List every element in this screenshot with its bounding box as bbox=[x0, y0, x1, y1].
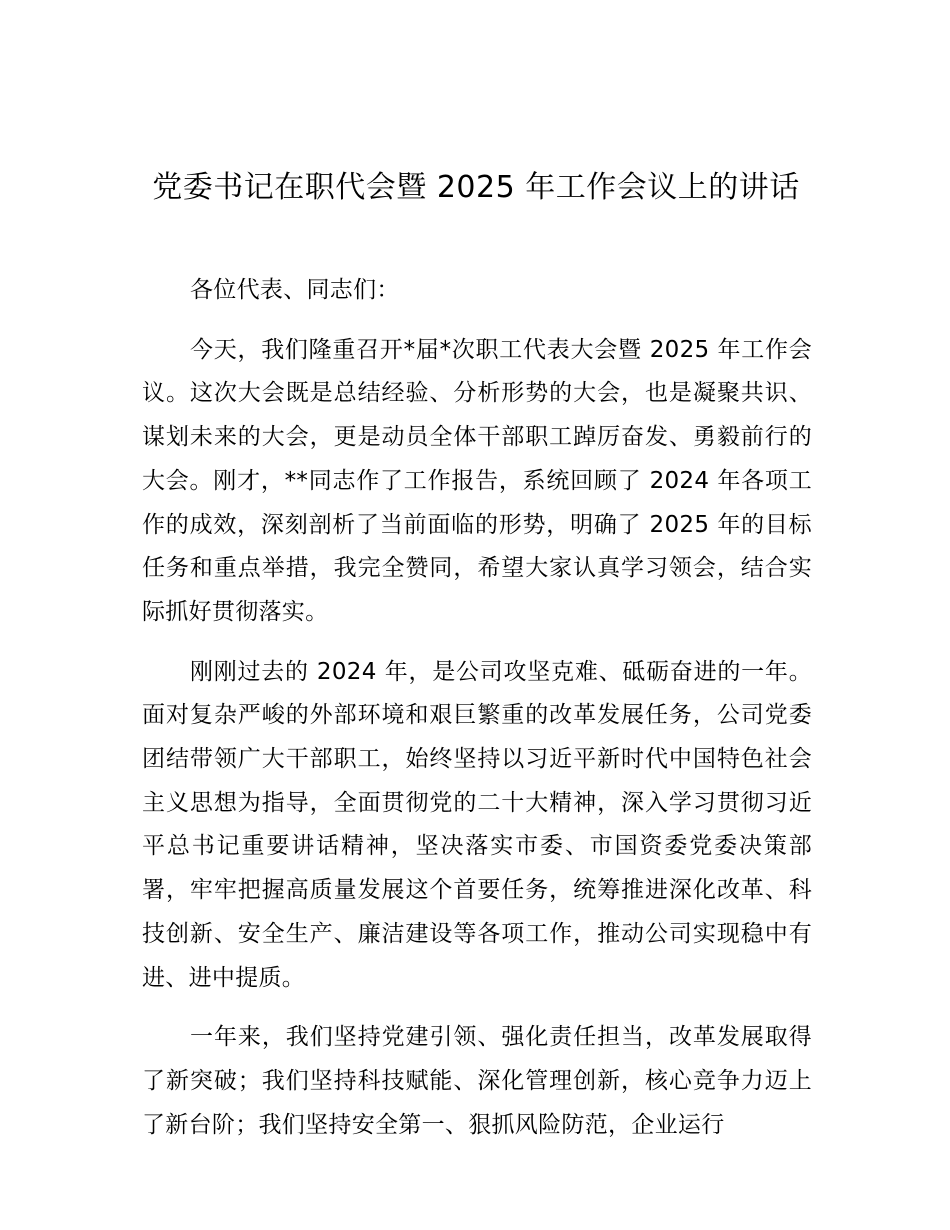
page-title: 党委书记在职代会暨 2025 年工作会议上的讲话 bbox=[152, 170, 800, 205]
paragraph-achievements: 一年来，我们坚持党建引领、强化责任担当，改革发展取得了新突破；我们坚持科技赋能、深化管理创新，核心竞争力迈上了新台阶；我们坚持安全第一、狠抓风险防范，企业运行 bbox=[142, 1024, 812, 1138]
paragraph-review: 刚刚过去的 2024 年，是公司攻坚克难、砥砺奋进的一年。面对复杂严峻的外部环境和艰巨繁重的改革发展任务，公司党委团结带领广大干部职工，始终坚持以习近平新时代中国特色社会主义思想为指导，全面贯彻党的二十大精神，深入学习贯彻习近平总书记重要讲话精神，坚决落实市委、市国资委党委决策部署，牢牢把握高质量发展这个首要任务，统筹推进深化改革、科技创新、安全生产、廉洁建设等各项工作，推动公司实现稳中有进、进中提质。 bbox=[142, 658, 812, 991]
paragraph-greeting: 各位代表、同志们： bbox=[190, 277, 400, 303]
document-body bbox=[142, 269, 812, 1163]
paragraph-opening: 今天，我们隆重召开*届*次职工代表大会暨 2025 年工作会议。这次大会既是总结经验、分析形势的大会，也是凝聚共识、谋划未来的大会，更是动员全体干部职工踔厉奋发、勇毅前行的大会。刚才，**同志作了工作报告，系统回顾了 2024 年各项工作的成效，深刻剖析了当前面临的形势，明确了 2025 年的目标任务和重点举措，我完全赞同，希望大家认真学习领会，结合实际抓好贯彻落实。 bbox=[142, 336, 812, 625]
